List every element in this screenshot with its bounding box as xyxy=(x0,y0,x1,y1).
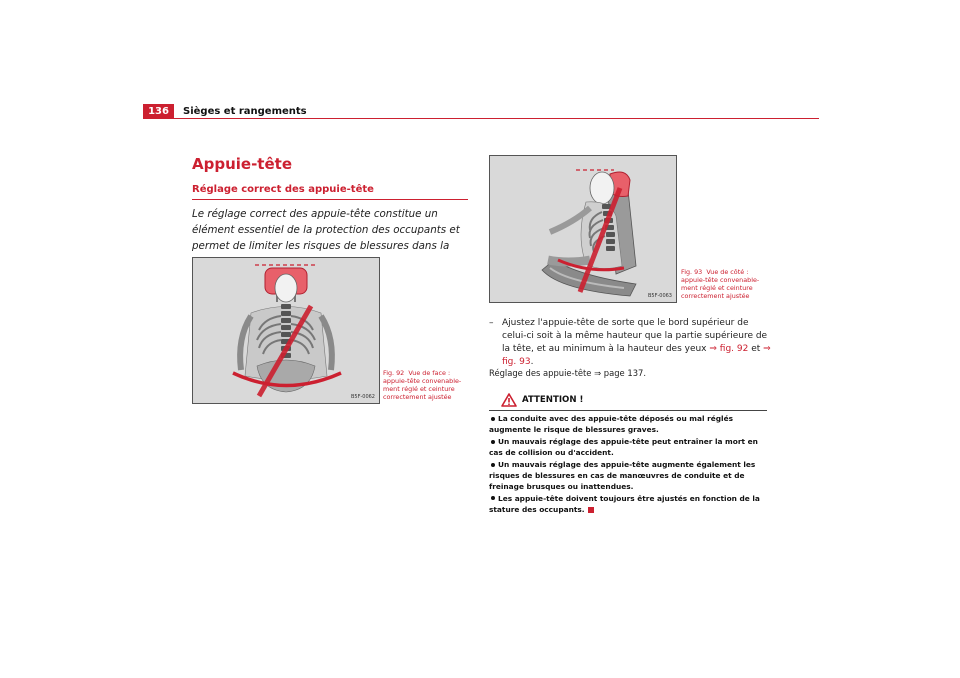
figure-92-front-view xyxy=(192,257,380,404)
fig-93-link[interactable]: ⇒ fig. 93 xyxy=(502,344,771,367)
figure-code: B5F-0062 xyxy=(350,394,375,400)
figure-code: B5F-0063 xyxy=(647,293,672,299)
page-number: 136 xyxy=(143,104,174,119)
figure-93-side-view xyxy=(489,155,677,303)
bullet-icon xyxy=(491,417,495,421)
step-text-main: Ajustez l'appuie-tête de sorte que le bord supérieur de celui-ci soit à la même hauteur que la partie supérieure de la tête, et au minimum à la hauteur des yeux xyxy=(502,318,768,354)
step-end: . xyxy=(530,357,534,367)
warning-item-text: Les appuie-tête doivent toujours être ajustés en fonction de la stature des occupants. xyxy=(489,493,760,514)
warning-item xyxy=(489,460,765,493)
warning-rule xyxy=(489,410,767,411)
subsection-rule xyxy=(192,199,468,200)
figure-92-caption xyxy=(383,369,469,401)
warning-item xyxy=(489,494,765,516)
chapter-title: Sièges et rangements xyxy=(183,106,307,117)
bullet-icon xyxy=(491,463,495,467)
bullet-icon xyxy=(491,440,495,444)
instruction-step xyxy=(489,317,771,369)
side-view-illustration xyxy=(490,156,676,302)
bullet-icon xyxy=(491,496,495,500)
section-end-icon xyxy=(588,507,594,513)
warning-item xyxy=(489,437,765,459)
warning-list xyxy=(489,414,765,517)
front-view-illustration xyxy=(193,258,379,403)
warning-title: ATTENTION ! xyxy=(522,395,584,405)
warning-item xyxy=(489,414,765,436)
header-rule xyxy=(143,118,819,119)
section-title: Appuie-tête xyxy=(192,155,292,173)
caption-text: Vue de face : appuie-tête convenable-ment réglé et ceinture correctement ajustée xyxy=(383,369,462,401)
fig-92-link[interactable]: ⇒ fig. 92 xyxy=(709,344,749,354)
step-text xyxy=(502,317,771,369)
warning-item-text: Un mauvais réglage des appuie-tête peut entraîner la mort en cas de collision ou d'accident. xyxy=(489,437,758,457)
step-connector: et xyxy=(748,344,764,354)
warning-item-text: Un mauvais réglage des appuie-tête augmente également les risques de blessures en cas de manœuvres de conduite et de freinage brusques ou inattendues. xyxy=(489,460,756,491)
caption-text: Vue de côté : appuie-tête convenable-ment réglé et ceinture correctement ajustée xyxy=(681,268,760,300)
subsection-title: Réglage correct des appuie-tête xyxy=(192,184,374,195)
warning-item-text: La conduite avec des appuie-tête déposés ou mal réglés augmente le risque de blessures graves. xyxy=(489,414,733,434)
intro-paragraph: Le réglage correct des appuie-tête constitue un élément essentiel de la protection des occupants et permet de limiter les risques de blessures dans la xyxy=(192,208,460,252)
caption-number: Fig. 93 xyxy=(681,268,703,276)
warning-triangle-icon xyxy=(501,393,517,407)
page-reference: Réglage des appuie-tête ⇒ page 137. xyxy=(489,368,647,378)
step-dash: – xyxy=(489,318,494,328)
caption-number: Fig. 92 xyxy=(383,369,405,377)
figure-93-caption xyxy=(681,268,767,300)
